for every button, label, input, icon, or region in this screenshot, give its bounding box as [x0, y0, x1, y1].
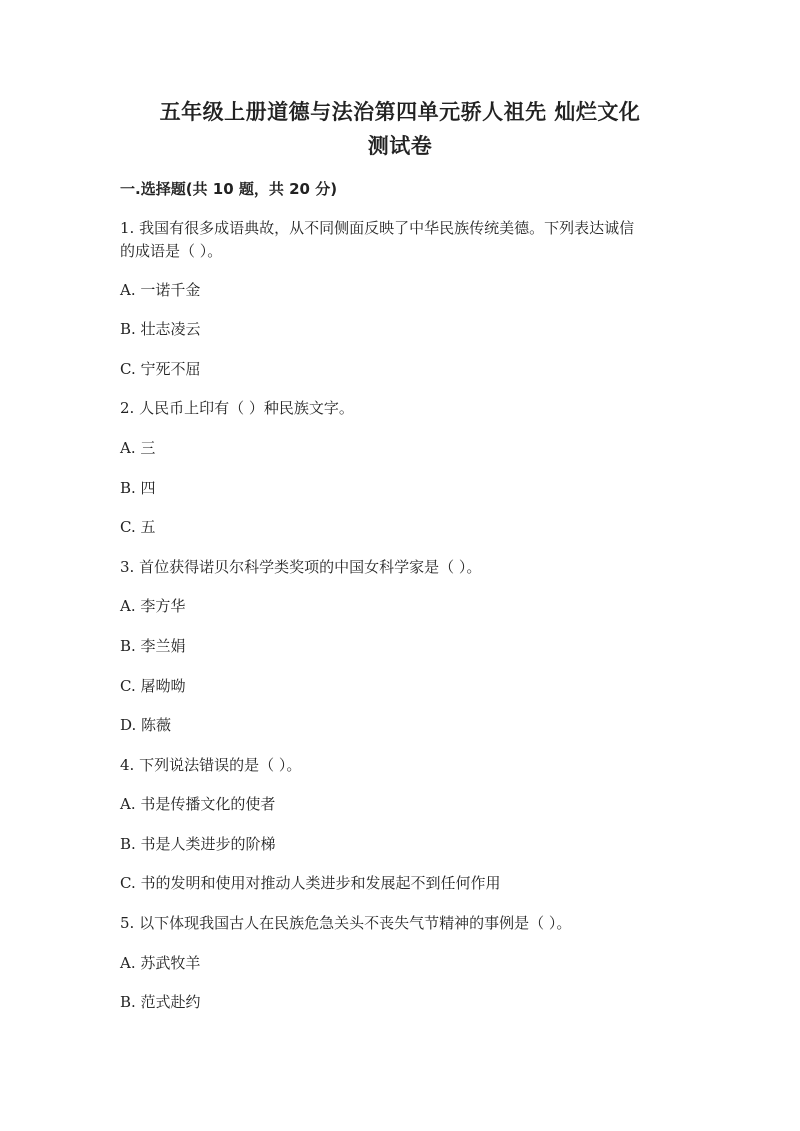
- question-1-stem-line-2: 的成语是（ ）。: [120, 242, 223, 260]
- question-4-option-c: C. 书的发明和使用对推动人类进步和发展起不到任何作用: [120, 874, 501, 892]
- question-2-stem: 2. 人民币上印有（ ）种民族文字。: [120, 399, 354, 417]
- question-2-option-b: B. 四: [120, 479, 156, 497]
- question-5-option-a: A. 苏武牧羊: [120, 954, 201, 972]
- section-heading: 一.选择题(共 10 题，共 20 分): [120, 180, 338, 198]
- question-4-option-a: A. 书是传播文化的使者: [120, 795, 276, 813]
- question-5-option-b: B. 范式赴约: [120, 993, 201, 1011]
- question-1-option-b: B. 壮志凌云: [120, 320, 201, 338]
- question-1-stem-line-1: 1. 我国有很多成语典故，从不同侧面反映了中华民族传统美德。下列表达诚信: [120, 219, 635, 237]
- question-4-option-b: B. 书是人类进步的阶梯: [120, 835, 276, 853]
- question-3-option-c: C. 屠呦呦: [120, 677, 186, 695]
- question-3-stem: 3. 首位获得诺贝尔科学类奖项的中国女科学家是（ ）。: [120, 558, 482, 576]
- question-3-option-b: B. 李兰娟: [120, 637, 186, 655]
- question-3-option-d: D. 陈薇: [120, 716, 172, 734]
- question-5-stem: 5. 以下体现我国古人在民族危急关头不丧失气节精神的事例是（ ）。: [120, 914, 572, 932]
- page-title-line-1: 五年级上册道德与法治第四单元骄人祖先 灿烂文化: [159, 100, 641, 124]
- question-3-option-a: A. 李方华: [120, 597, 186, 615]
- question-1-option-c: C. 宁死不屈: [120, 360, 201, 378]
- page-title-line-2: 测试卷: [367, 134, 433, 158]
- question-2-option-c: C. 五: [120, 518, 156, 536]
- question-1-option-a: A. 一诺千金: [120, 281, 201, 299]
- question-2-option-a: A. 三: [120, 439, 156, 457]
- question-4-stem: 4. 下列说法错误的是（ ）。: [120, 756, 302, 774]
